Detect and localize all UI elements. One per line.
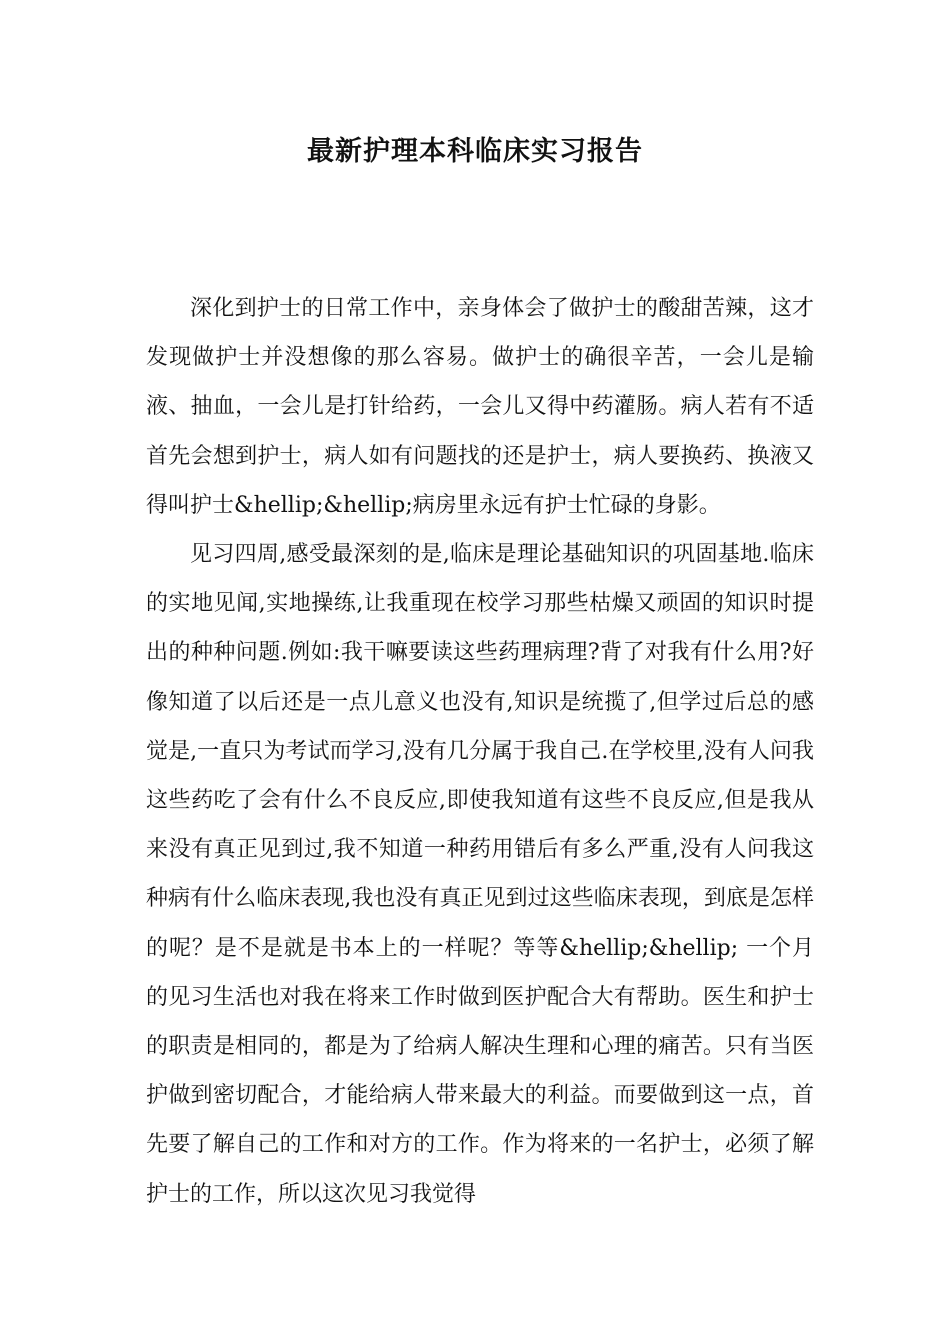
paragraph-1: 深化到护士的日常工作中，亲身体会了做护士的酸甜苦辣，这才发现做护士并没想像的那么容易。做护士的确很辛苦，一会儿是输液、抽血，一会儿是打针给药，一会儿又得中药灌肠。病人若有不适首先会想到护士，病人如有问题找的还是护士，病人要换药、换液又得叫护士&hellip;&hellip;病房里永远有护士忙碌的身影。 <box>146 296 814 518</box>
document-title: 最新护理本科临床实习报告 <box>307 136 643 167</box>
document-body <box>146 284 814 1219</box>
paragraph-2: 见习四周,感受最深刻的是,临床是理论基础知识的巩固基地.临床的实地见闻,实地操练,让我重现在校学习那些枯燥又顽固的知识时提出的种种问题.例如:我干嘛要读这些药理病理?背了对我有什么用?好像知道了以后还是一点儿意义也没有,知识是统揽了,但学过后总的感觉是,一直只为考试而学习,没有几分属于我自己.在学校里,没有人问我这些药吃了会有什么不良反应,即使我知道有这些不良反应,但是我从来没有真正见到过,我不知道一种药用错后有多么严重,没有人问我这种病有什么临床表现,我也没有真正见到过这些临床表现，到底是怎样的呢？是不是就是书本上的一样呢？等等&hellip;&hellip; 一个月的见习生活也对我在将来工作时做到医护配合大有帮助。医生和护士的职责是相同的，都是为了给病人解决生理和心理的痛苦。只有当医护做到密切配合，才能给病人带来最大的利益。而要做到这一点，首先要了解自己的工作和对方的工作。作为将来的一名护士，必须了解护士的工作，所以这次见习我觉得 <box>146 542 814 1207</box>
